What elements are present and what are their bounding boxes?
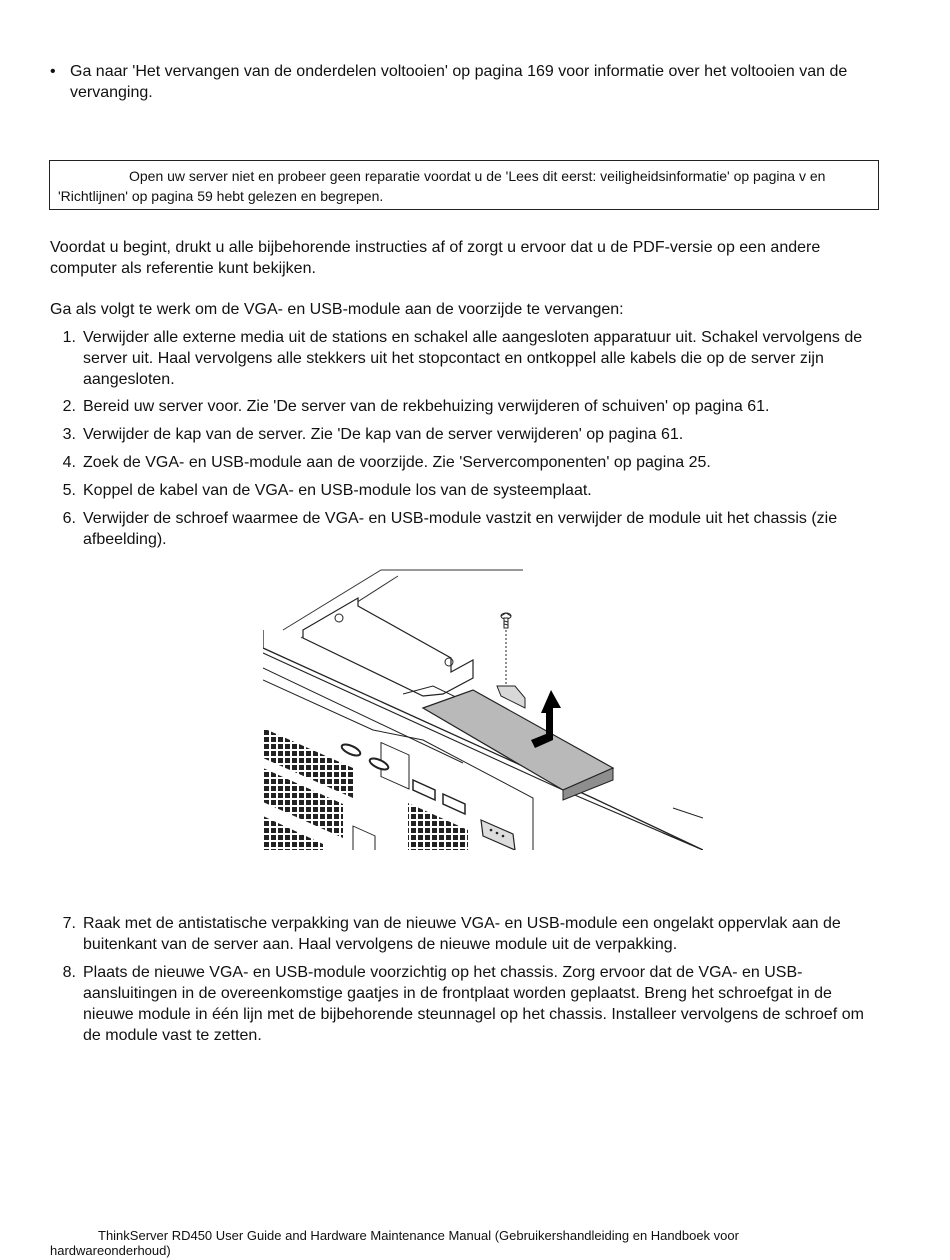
step-text: Verwijder de schroef waarmee de VGA- en USB-module vastzit en verwijder de module uit het chassis (zie afbeelding). bbox=[83, 510, 838, 548]
vga-port-icon bbox=[481, 820, 515, 850]
step-text: Verwijder alle externe media uit de stations en schakel alle aangesloten apparatuur uit. Schakel vervolgens de server uit. Haal vervolgens alle stekkers uit het stopcontact en ontkoppel alle kabels die op de server zijn aangesloten. bbox=[83, 329, 863, 388]
step-text: Raak met de antistatische verpakking van de nieuwe VGA- en USB-module een ongelakt oppervlak aan de buitenkant van de server aan. Haal vervolgens de nieuwe module uit de verpakking. bbox=[83, 915, 841, 953]
vga-usb-module-removal-figure bbox=[263, 568, 703, 850]
usb-port-icon bbox=[443, 794, 465, 814]
module-tab bbox=[497, 686, 525, 708]
step-text: Plaats de nieuwe VGA- en USB-module voorzichtig op het chassis. Zorg ervoor dat de VGA- en USB-aansluitingen in de overeenkomstige gaatjes in de frontplaat worden geplaatst. Breng het schroefgat in de nieuwe module in één lijn met de bijbehorende steunnagel op het chassis. Installeer vervolgens de schroef om de module vast te zetten. bbox=[83, 964, 864, 1044]
step-text: Verwijder de kap van de server. Zie 'De kap van de server verwijderen' op pagina 61. bbox=[83, 426, 684, 443]
screw-icon bbox=[501, 613, 511, 628]
page-footer: ThinkServer RD450 User Guide and Hardware Maintenance Manual (Gebruikershandleiding en Handboek voor hardwareonderhoud) bbox=[50, 1228, 739, 1258]
server-illustration bbox=[263, 568, 703, 850]
intro-bullet-text: Ga naar 'Het vervangen van de onderdelen voltooien' op pagina 169 voor informatie over het voltooien van de vervanging. bbox=[70, 63, 848, 101]
step-text: Koppel de kabel van de VGA- en USB-module los van de systeemplaat. bbox=[83, 482, 592, 499]
step-number: 5. bbox=[62, 482, 76, 499]
usb-port-icon bbox=[413, 780, 435, 800]
step-text: Zoek de VGA- en USB-module aan de voorzijde. Zie 'Servercomponenten' op pagina 25. bbox=[83, 454, 711, 471]
step-number: 1. bbox=[62, 329, 76, 346]
before-start-paragraph: Voordat u begint, drukt u alle bijbehorende instructies af of zorgt u ervoor dat u de PDF-versie op een andere computer als referentie kunt bekijken. bbox=[50, 239, 821, 277]
bracket-plate bbox=[303, 598, 473, 696]
step-number: 7. bbox=[62, 915, 76, 932]
step-number: 2. bbox=[62, 398, 76, 415]
step-number: 4. bbox=[62, 454, 76, 471]
step-number: 6. bbox=[62, 510, 76, 527]
procedure-intro-paragraph: Ga als volgt te werk om de VGA- en USB-module aan de voorzijde te vervangen: bbox=[50, 301, 624, 318]
step-text: Bereid uw server voor. Zie 'De server van de rekbehuizing verwijderen of schuiven' op pagina 61. bbox=[83, 398, 770, 415]
step-number: 8. bbox=[62, 964, 76, 981]
safety-notice-box bbox=[49, 160, 879, 210]
step-number: 3. bbox=[62, 426, 76, 443]
safety-notice-text: Open uw server niet en probeer geen reparatie voordat u de 'Lees dit eerst: veiligheidsinformatie' op pagina v en 'Richtlijnen' op pagina 59 hebt gelezen en begrepen. bbox=[58, 168, 826, 204]
bullet-symbol: • bbox=[50, 63, 56, 80]
